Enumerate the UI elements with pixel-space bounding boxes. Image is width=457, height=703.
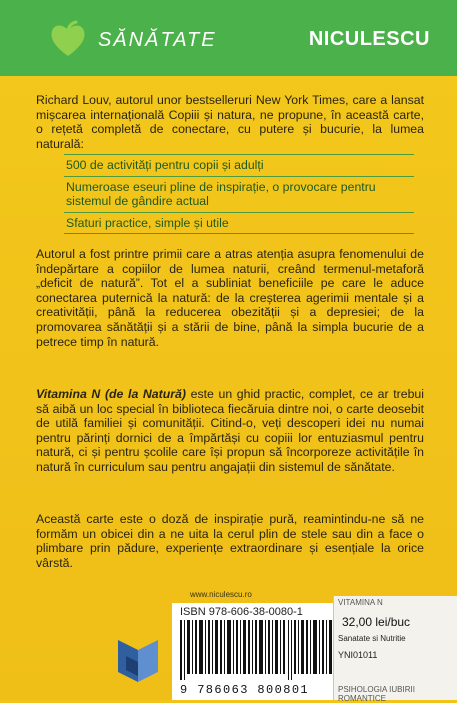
publisher-logo-icon [114,636,162,686]
author-paragraph: Autorul a fost printre primii care a atras atenția asupra fenomenului de îndepărtare a copiilor de lumea naturii, creând termenul-metaforă „deficit de natură”. Tot el a subliniat beneficiile pe care le aduce conectarea puternică la natură: de la creșterea agerimii mentale și a creativității, până la reducerea obezității și a depresiei; de la promovarea sănătății și a stării de bine, până la simpla bucurie de a petrece timp în natură. [36,247,424,349]
intro-paragraph: Richard Louv, autorul unor bestselleruri New York Times, care a lansat mișcarea internațională Copiii și natura, ne propune, în această carte, o rețetă completă de conectare, cu putere și bucurie, la lumea naturală: [36,93,424,151]
series-brand [48,20,217,60]
book-paragraph [36,387,424,475]
isbn-text: ISBN 978-606-38-0080-1 [180,606,303,618]
sticker-title: VITAMINA N [338,598,383,607]
series-name: SĂNĂTATE [98,28,217,51]
isbn-digits: 9 786063 800801 [180,683,310,697]
sticker-footer: PSIHOLOGIA IUBIRII ROMANTICE [338,685,415,703]
book-description: este un ghid practic, complet, ce ar trebui să aibă un loc special în biblioteca fiecăruia dintre noi, o carte deosebit de utilă familiei și comunității. Citind-o, veți descoperi idei nu numai pentru părinți dornici de a împărtăși cu copiii lor entuziasmul pentru natură, ci și pentru școlile care își propun să încorporeze activitățile în natură în curriculum sau pentru angajații din sistemul de sănătate. [36,387,424,474]
feature-item: Sfaturi practice, simple și utile [64,212,414,235]
feature-list [64,154,414,234]
heart-leaf-icon [48,20,88,60]
price-sticker [333,596,457,703]
publisher-url[interactable]: www.niculescu.ro [190,590,252,599]
feature-item: Numeroase eseuri pline de inspirație, o provocare pentru sistemul de gândire actual [64,176,414,212]
sticker-code: YNI01011 [338,650,378,660]
book-title: Vitamina N (de la Natură) [36,387,186,401]
publisher-name: NICULESCU [308,28,430,50]
closing-paragraph: Această carte este o doză de inspirație pură, reamintindu-ne să ne formăm un obicei din a ne uita la cerul plin de stele sau din a face o plimbare prin pădure, experiențe extraordinare și esențiale la orice vârstă. [36,512,424,570]
price-value: 32,00 lei/buc [342,615,411,629]
sticker-category: Sanatate si Nutritie [338,634,406,643]
feature-item: 500 de activități pentru copii și adulți [64,154,414,176]
header-band [0,0,457,76]
